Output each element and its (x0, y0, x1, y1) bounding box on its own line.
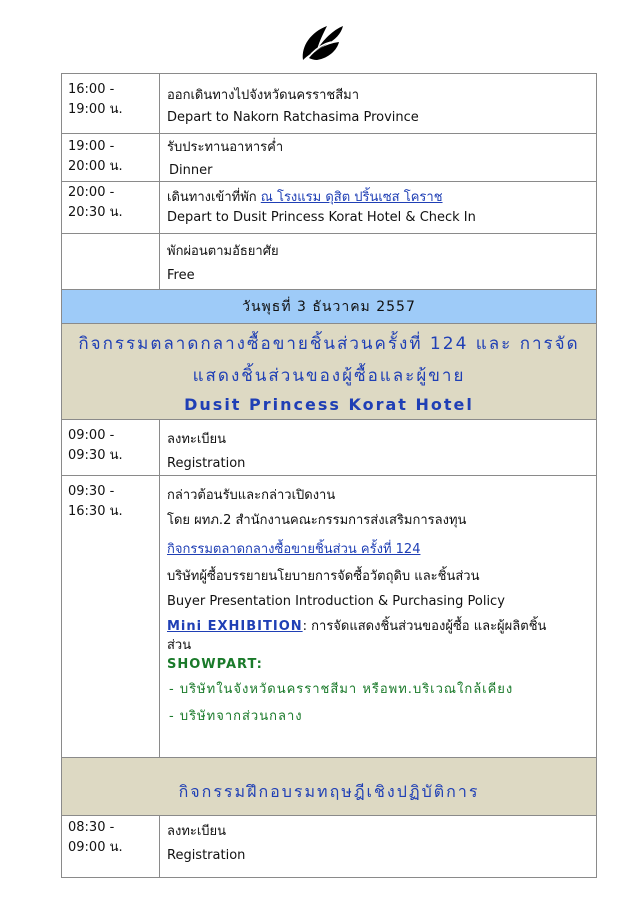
table-row (62, 234, 597, 290)
table-row (62, 290, 597, 324)
detail-english: Dinner (169, 163, 213, 178)
mini-exhibition (160, 611, 596, 636)
time-start: 16:00 - (68, 82, 115, 97)
detail-thai: รับประทานอาหารค่ำ (167, 140, 284, 155)
event-banner (62, 324, 597, 420)
detail-cell (160, 182, 597, 234)
detail-cell (160, 476, 597, 758)
time-cell (62, 476, 160, 758)
event-link (160, 530, 596, 559)
banner-title-line1: กิจกรรมตลาดกลางซื้อขายชิ้นส่วนครั้งที่ 124 และ การจัด (78, 334, 580, 354)
time-end: 19:00 น. (68, 102, 123, 117)
time-start: 08:30 - (68, 820, 115, 835)
time-end: 09:30 น. (68, 448, 123, 463)
detail-cell (160, 420, 597, 476)
detail-english: Registration (167, 456, 246, 471)
detail-prefix: เดินทางเข้าที่พัก (167, 190, 261, 205)
detail-thai: พักผ่อนตามอัธยาศัย (167, 244, 279, 259)
table-row (62, 816, 597, 878)
time-start: 20:00 - (68, 185, 115, 200)
hotel-link[interactable]: ณ โรงแรม ดุสิต ปริ้นเซส โคราช (260, 190, 443, 205)
time-start: 19:00 - (68, 139, 115, 154)
detail-buyer-english: Buyer Presentation Introduction & Purchasing Policy (167, 594, 505, 609)
table-row (62, 420, 597, 476)
detail-cell (160, 134, 597, 182)
detail-english: Free (167, 268, 195, 283)
detail-thai: ลงทะเบียน (167, 432, 227, 447)
day-header-text: วันพุธที่ 3 ธันวาคม 2557 (242, 298, 416, 315)
table-row (62, 134, 597, 182)
detail-cell (160, 74, 597, 134)
time-cell (62, 420, 160, 476)
detail-cell (160, 816, 597, 878)
detail-thai: ออกเดินทางไปจังหวัดนครราชสีมา (167, 88, 360, 103)
banner-title-line2: แสดงชิ้นส่วนของผู้ซื้อและผู้ขาย (192, 366, 466, 386)
mini-exhibition-link[interactable]: Mini EXHIBITION (167, 619, 303, 634)
detail-english: Depart to Dusit Princess Korat Hotel & Check In (167, 210, 476, 225)
table-row (62, 74, 597, 134)
time-end: 16:30 น. (68, 504, 123, 519)
training-banner (62, 758, 597, 816)
table-row (62, 182, 597, 234)
time-cell (62, 134, 160, 182)
table-row (62, 758, 597, 816)
schedule-table (61, 73, 597, 878)
detail-english: Depart to Nakorn Ratchasima Province (167, 110, 419, 125)
bullet-item: - บริษัทในจังหวัดนครราชสีมา หรือพท.บริเวณใกล้เคียง (169, 682, 514, 697)
time-start: 09:30 - (68, 484, 115, 499)
detail-english: Registration (167, 848, 246, 863)
time-cell (62, 182, 160, 234)
time-end: 09:00 น. (68, 840, 123, 855)
bullet-item: - บริษัทจากส่วนกลาง (169, 709, 303, 724)
detail-buyer-thai: บริษัทผู้ซื้อบรรยายนโยบายการจัดซื้อวัตถุดิบ และชิ้นส่วน (167, 569, 480, 584)
time-end: 20:00 น. (68, 159, 123, 174)
training-banner-title: กิจกรรมฝึกอบรมทฤษฎีเชิงปฏิบัติการ (178, 782, 480, 801)
day-header (62, 290, 597, 324)
mini-exhibition-text: : การจัดแสดงชิ้นส่วนของผู้ซื้อ และผู้ผลิตชิ้น (302, 619, 547, 634)
table-row (62, 476, 597, 758)
time-cell (62, 74, 160, 134)
mini-exhibition-text-cont: ส่วน (167, 638, 192, 653)
detail-cell (160, 234, 597, 290)
table-row (62, 324, 597, 420)
detail-thai: ลงทะเบียน (167, 824, 227, 839)
time-cell (62, 816, 160, 878)
banner-venue: Dusit Princess Korat Hotel (184, 395, 474, 414)
time-cell (62, 234, 160, 290)
butterfly-logo-icon (297, 20, 345, 64)
detail-by: โดย ผทภ.2 สำนักงานคณะกรรมการส่งเสริมการลงทุน (167, 513, 467, 528)
event-link-text[interactable]: กิจกรรมตลาดกลางซื้อขายชิ้นส่วน ครั้งที่ 124 (167, 542, 421, 557)
detail-opening: กล่าวต้อนรับและกล่าวเปิดงาน (167, 488, 336, 503)
showpart-label: SHOWPART: (167, 657, 263, 672)
detail-thai (160, 182, 596, 207)
time-end: 20:30 น. (68, 205, 123, 220)
time-start: 09:00 - (68, 428, 115, 443)
